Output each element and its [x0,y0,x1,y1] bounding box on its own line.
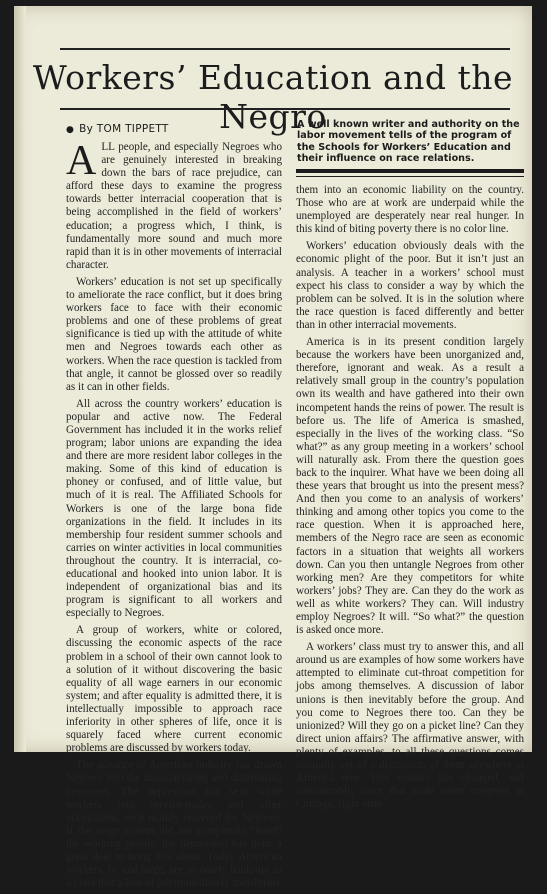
paragraph: A group of workers, white or colored, discussing the economic aspects of the race problem in a school of their own cannot look to a solution of it without discovering the basic equality of all wage earners in our economic system; and after equality is admitted there, it is intellectually impossible to approach race inferiority in other spheres of life, once it is squarely faced where current economic problems are discussed by workers today. [66,624,282,755]
left-column [66,138,282,894]
title-rule [60,108,510,110]
byline [66,123,169,135]
paragraph: America is in its present condition largely because the workers have been unorganized and, therefore, ignorant and weak. As a result a relatively small group in the country’s population own its wealth and have gathered into their own incompetent hands the reins of power. The result is before us. The life of America is smashed, especially in the lives of the working class. “So what?” as any group meeting in a workers’ school will naturally ask. From there the question goes back to the inquirer. What have we been doing all these years that brought us into the present mess? And then you come to an analysis of workers’ thinking and among other topics you come to the race question. When it is approached here, members of the Negro race are seen as economic factors in a situation that weights all workers down. Can you then untangle Negroes from other working men? Are they competitors for white workers’ jobs? They are. Can they do the work as well as white workers? They can. Will industry employ Negroes? It will. “So what?” the question is asked once more. [296,336,524,637]
paragraph: Workers’ education is not set up specifically to ameliorate the race conflict, but it does bring workers face to face with their economic problems and one of these problems of great significance is tied up with the attitude of white men and Negroes towards each other as workers. When the race question is tackled from that angle, it cannot be glossed over so readily as it can in other fields. [66,275,282,393]
paragraph: All across the country workers’ education is popular and active now. The Federal Government has included it in the works relief program; labor unions are expanding the idea and there are more resident labor colleges in the making. Some of this kind of education is phoney or confused, and of little value, but much of it is real. The Affiliated Schools for Workers is one of the large bona fide organizations in the field. It includes in its membership four resident summer schools and carries on winter activities in local communities throughout the country. It is interracial, co-educational and hooked into union labor. It is independent of organizational bias and its program is significant to all workers and especially to Negroes. [66,397,282,620]
drop-cap: A [66,138,97,184]
right-column [296,184,524,815]
paragraph: A workers’ class must try to answer this, and all around us are examples of how some workers have attempted to eliminate cut-throat competition for jobs among themselves. A discussion of labor unions is then inevitably before the group. And you come to Negroes there too. Can they be unionized? Will they go on a picket line? Can they direct union affairs? The affirmative answer, with plenty of examples, to all these questions comes naturally out of a discussion of them anywhere in America now. This country has changed, and considerably, since that trade union congress in Chicago, right after [296,641,524,811]
byline-text: By TOM TIPPETT [79,123,169,135]
paragraph [66,138,282,272]
article-title: Workers’ Education and the Negro [32,58,514,136]
paragraph: them into an economic liability on the country. Those who are at work are underpaid while the unemployed are desperately near real hunger. In this kind of biting poverty there is no color line. [296,184,524,236]
magazine-page [14,6,532,890]
bullet-icon: ● [66,125,75,135]
paragraph: The advance of American industry has drawn Negroes into the manufacturing and distributing processes. The depression has sent white workers into service-trades and other occupations once mainly reserved for Negroes. If the wage system did not completely “level” the working people, the depression has done a great deal to bring this about. Today American workers, by and large, are so nearly bankrupt as a class that a loss of job immediately transforms [66,759,282,890]
blurb-rule-thin [296,176,524,177]
paragraph: Workers’ education obviously deals with the economic plight of the poor. But it isn’t just an analysis. A teacher in a workers’ school must expect his class to consider a way by which the problem can be solved. It is in the solution where the race question is faced differently and better than in other interracial movements. [296,240,524,331]
article-blurb: A well known writer and authority on the labor movement tells of the program of the Schools for Workers’ Education and their influence on race relations. [297,119,520,165]
paragraph-text: LL people, and especially Negroes who are genuinely interested in breaking down the bars of race prejudice, can afford these days to examine the progress towards better interracial cooperation that is being accomplished in the field of workers’ education; a progress which, I think, is fundamentally more sound and much more rapid than it is in other movements of interracial character. [66,141,282,271]
top-rule [60,48,510,50]
blurb-rule-thick [296,169,524,173]
